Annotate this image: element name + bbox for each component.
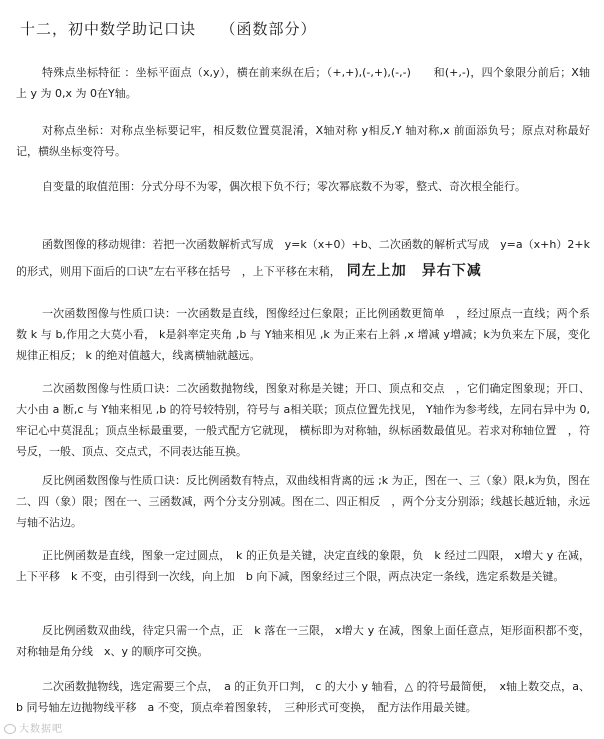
- paragraph-linear-function: [16, 303, 590, 366]
- paragraph-parabola: [16, 676, 590, 718]
- paragraph-text: 反比例函数图像与性质口诀：反比例函数有特点，双曲线相背离的远 ;k 为正，图在一、三（象）限,k为负，图在二、四（象）限；图在一、三函数减，两个分支分别减。图在二、四正相反 ，两个分支分别添；线越长越近轴，永远与轴不沾边。: [16, 474, 590, 529]
- paragraph-hyperbola: [16, 620, 590, 662]
- paragraph-text: 自变量的取值范围：分式分母不为零，偶次根下负不行；零次幂底数不为零，整式、奇次根全能行。: [42, 180, 526, 193]
- paragraph-proportional-function: [16, 545, 590, 587]
- paragraph-text: 特殊点坐标特征 ：坐标平面点（x,y），横在前来纵在后；（+,+),(-,+),(-,-) 和(+,-)，四个象限分前后；X轴上 y 为 0,x 为 0在Y轴。: [16, 66, 590, 100]
- paragraph-inverse-function: [16, 470, 590, 533]
- paragraph-quadratic-function: [16, 378, 590, 462]
- paragraph-text: 二次函数抛物线，选定需要三个点， a 的正负开口判， c 的大小 y 轴看，△ 的符号最简便， x轴上数交点，a、b 同号轴左边抛物线平移 a 不变，顶点牵着图象转， 三种形式可变换， 配方法作用最关键。: [16, 680, 590, 714]
- paragraph-text: 二次函数图像与性质口诀：二次函数抛物线，图象对称是关键；开口、顶点和交点 ，它们确定图象现；开口、大小由 a 断,c 与 Y轴来相见 ,b 的符号较特别，符号与 a相关联；顶点位置先找见， Y轴作为参考线，左同右异中为 0,牢记心中莫混乱；顶点坐标最重要，一般式配方它就现， 横标即为对称轴，纵标函数最值见。若求对称轴位置 ，符号反，一般、顶点、交点式，不同表达能互换。: [16, 382, 590, 458]
- paragraph-text: 反比例函数双曲线，待定只需一个点，正 k 落在一三限， x增大 y 在减，图象上面任意点，矩形面积都不变，对称轴是角分线 x、y 的顺序可交换。: [16, 624, 590, 658]
- paragraph-coordinate-features: [16, 62, 590, 104]
- paragraph-text: 对称点坐标：对称点坐标要记牢，相反数位置莫混淆，X轴对称 y相反,Y 轴对称,x 前面添负号；原点对称最好记，横纵坐标变符号。: [16, 124, 590, 158]
- highlight-mnemonic: 同左上加 异右下减: [346, 263, 482, 279]
- watermark-text: 大数据吧: [19, 724, 63, 735]
- watermark: [4, 720, 63, 735]
- paragraph-translation-rule: [16, 231, 590, 285]
- paragraph-domain: [16, 176, 590, 197]
- paragraph-text: 一次函数图像与性质口诀：一次函数是直线，图像经过仨象限；正比例函数更简单 ，经过原点一直线；两个系数 k 与 b,作用之大莫小看， k是斜率定夹角 ,b 与 Y轴来相见 ,k 为正来右上斜 ,x 增减 y增减；k为负来左下展，变化规律正相反； k 的绝对值越大，线离横轴就越远。: [16, 307, 590, 362]
- section-title: 十二，初中数学助记口诀 （函数部分）: [20, 20, 317, 38]
- paragraph-text: 正比例函数是直线，图象一定过圆点， k 的正负是关键，决定直线的象限，负 k 经过二四限， x增大 y 在减，上下平移 k 不变，由引得到一次线，向上加 b 向下减，图象经过三个限，两点决定一条线，选定系数是关键。: [16, 549, 590, 583]
- paragraph-text: 函数图像的移动规律：若把一次函数解析式写成 y=k（x+0）+b、二次函数的解析式写成 y=a（x+h）2+k的形式，则用下面后的口诀”左右平移在括号 ，上下平移在末稍，: [16, 238, 590, 278]
- paragraph-symmetry: [16, 120, 590, 162]
- watermark-logo-icon: [4, 724, 16, 734]
